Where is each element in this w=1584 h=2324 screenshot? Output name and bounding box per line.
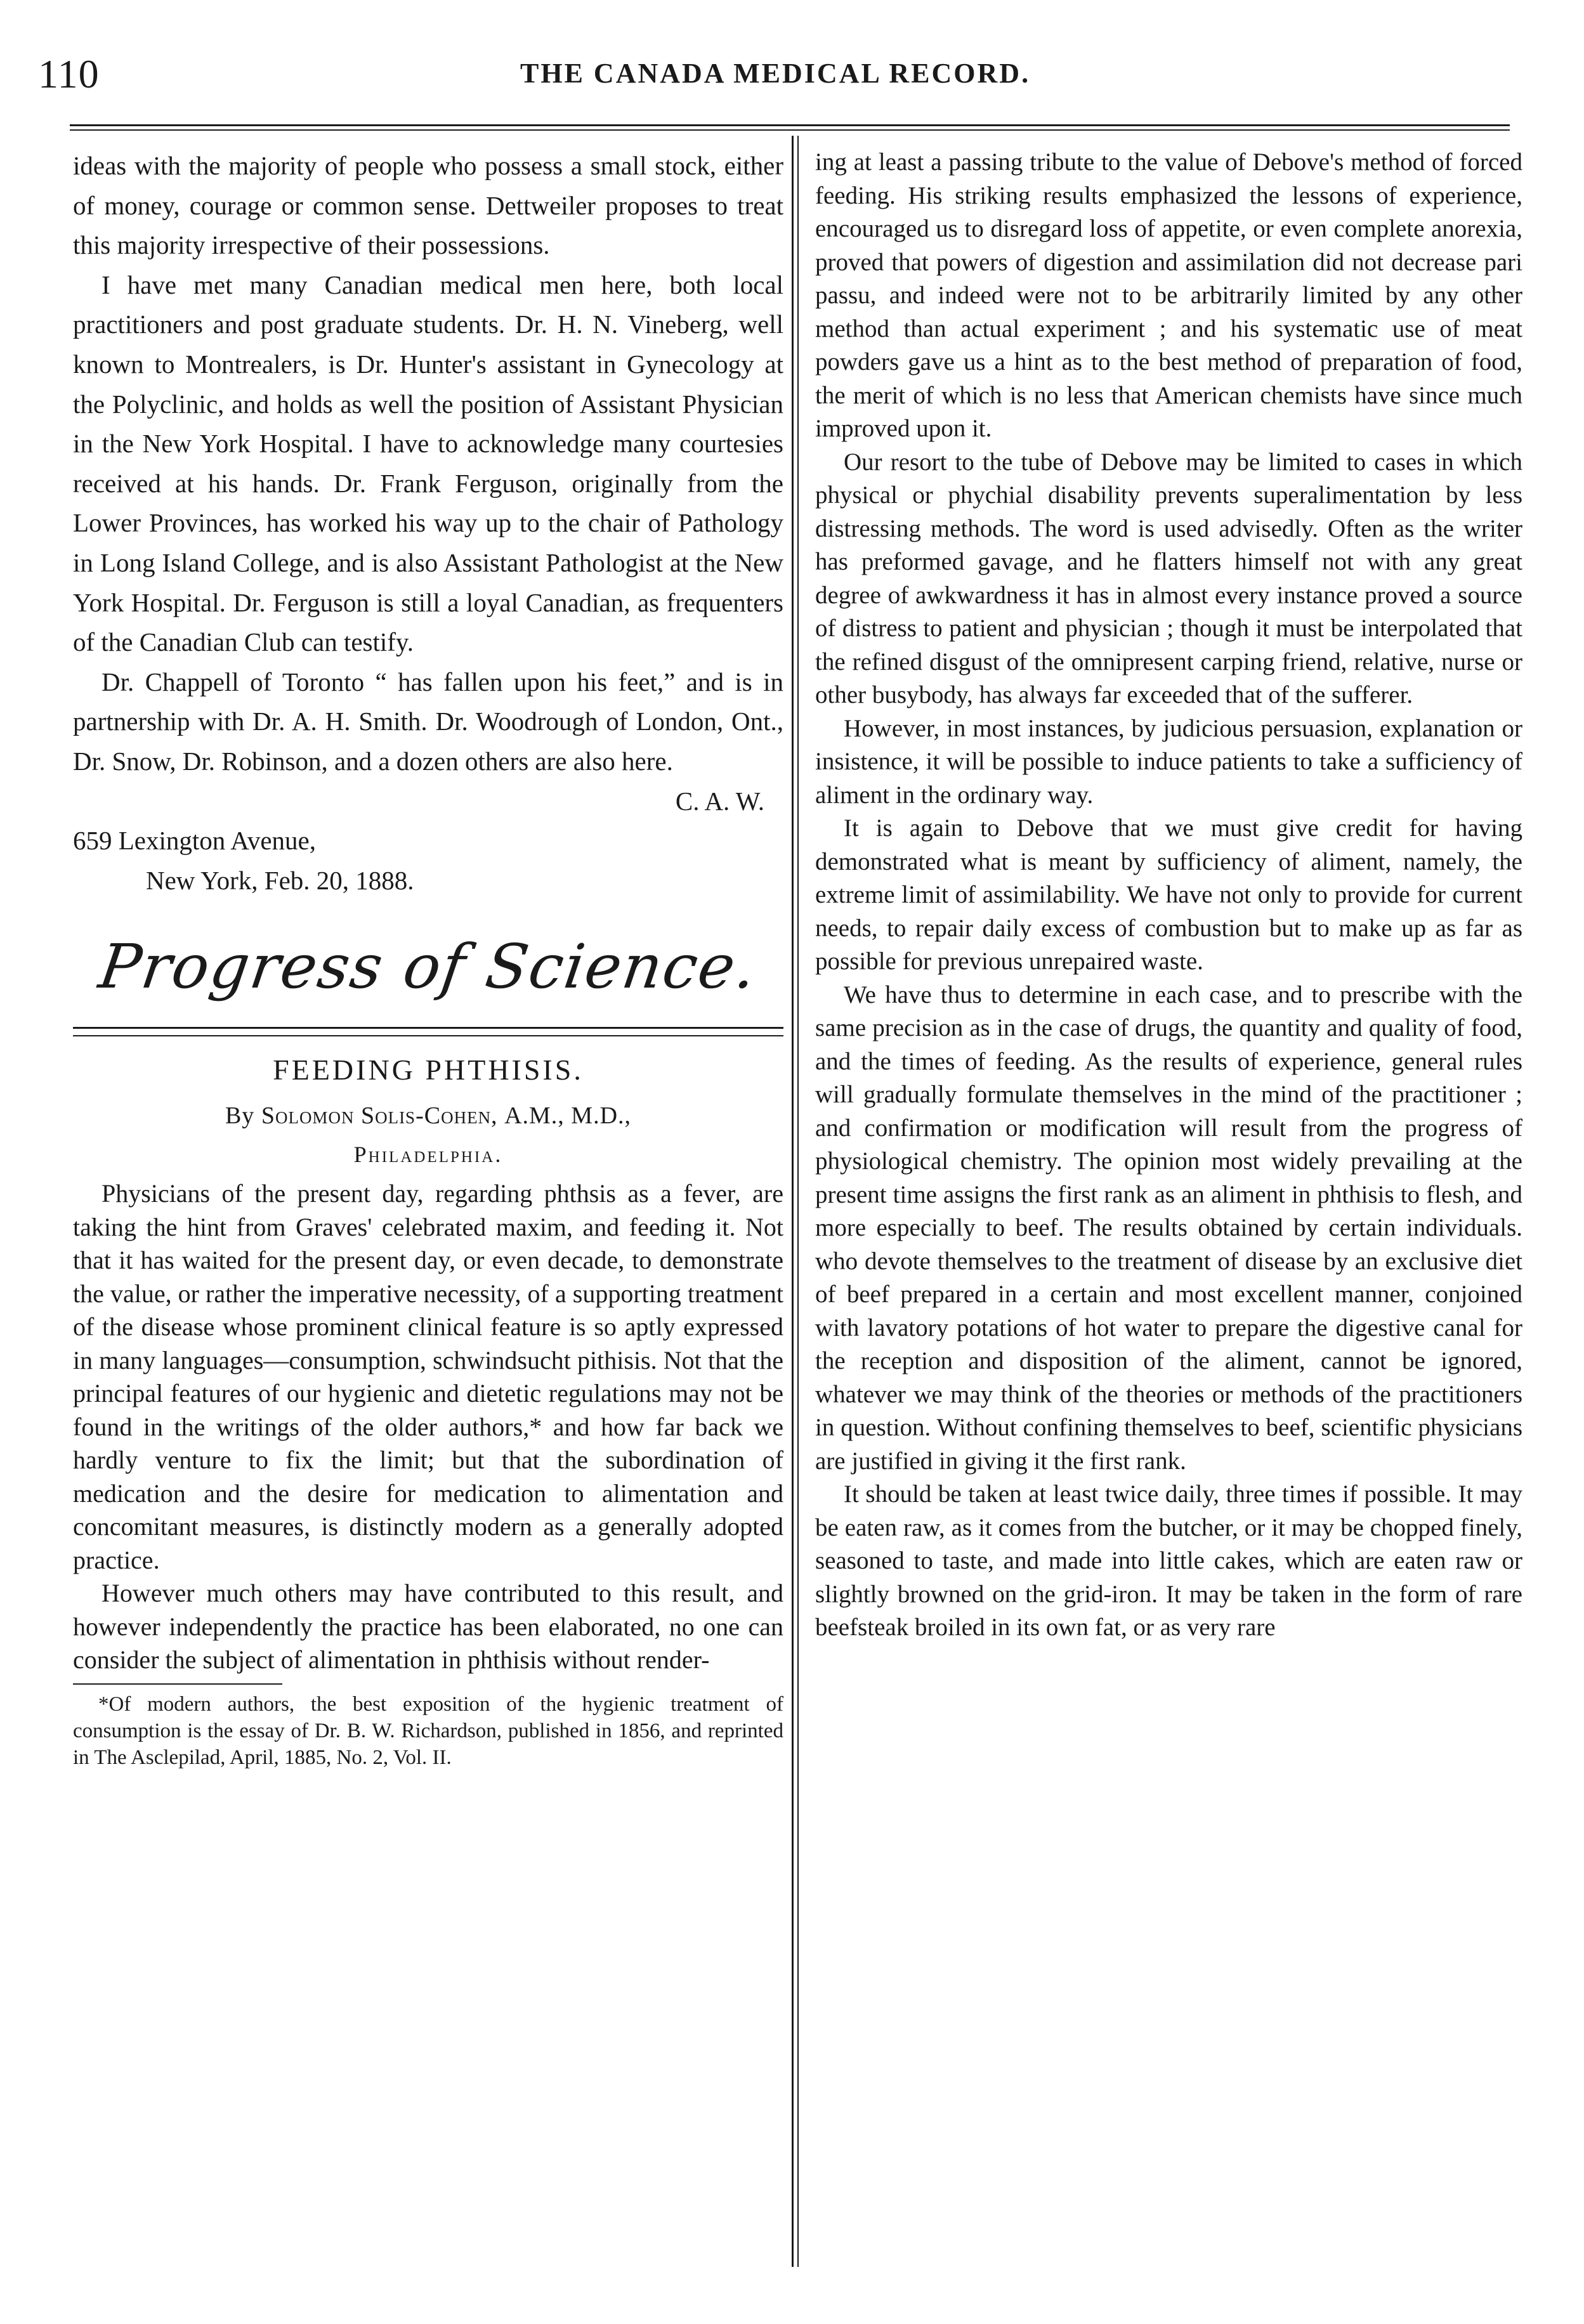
section-heading: Progress of Science. [95,931,762,1003]
letter-signature: C. A. W. [675,786,764,816]
letter-paragraph: ideas with the majority of people who possess a small stock, either of money, courage or common sense. Dettweiler proposes to treat this majority irrespective of their possessions. [73,151,783,260]
byline-prefix: By [225,1102,255,1130]
byline [73,1096,783,1135]
article-paragraph: Physicians of the present day, regarding phthsis as a fever, are taking the hint from Graves' celebrated maxim, and feeding it. Not that it has waited for the present day, or even decade, to demonstrate the value, or rather the imperative necessity, of a supporting treatment of the disease whose prominent clinical feature is so aptly expressed in many languages—consumption, schwindsucht pithisis. Not that the principal features of our hygienic and dietetic regulations may not be found in the writings of the older authors,* and how far back we hardly venture to fix the limit; but that the subordination of medication and the desire for medication to alimentation and concomitant measures, is distinctly modern as a generally adopted practice. [73,1179,783,1574]
address-line-1: 659 Lexington Avenue, [73,826,316,856]
article-title: FEEDING PHTHISIS. [273,1054,584,1087]
right-column [815,146,1522,1645]
article-paragraph: We have thus to determine in each case, and to prescribe with the same precision as in the case of drugs, the quantity and quality of food, and the times of feeding. As the results of experience, general rules will gradually formulate themselves in the mind of the practitioner ; and confirmation or modification will result from the progress of physiological chemistry. The opinion most widely prevailing at the present time assigns the first rank as an aliment in phthisis to flesh, and more especially to beef. The results obtained by certain individuals. who devote themselves to the treatment of disease by an exclusive diet of beef prepared in a certain and most excellent manner, conjoined with lavatory potations of hot water to prepare the digestive canal for the reception and disposition of the aliment, cannot be ignored, whatever we may think of the theories or methods of the practitioners in question. Without confining themselves to beef, scientific physicians are justified in giving it the first rank. [815,981,1522,1475]
article-paragraph: It should be taken at least twice daily, three times if possible. It may be eaten raw, as it comes from the butcher, or it may be chopped finely, seasoned to taste, and made into little cakes, which are eaten raw or slightly browned on the grid-iron. It may be taken in the form of rare beefsteak broiled in its own fat, or as very rare [815,1480,1522,1641]
header-rule-top [70,124,1510,126]
article-paragraph: However much others may have contributed to this result, and however independently the practice has been elaborated, no one can consider the subject of alimentation in phthisis without render- [73,1579,783,1674]
journal-title: THE CANADA MEDICAL RECORD. [520,58,1031,89]
page-number: 110 [38,51,100,96]
footnote: *Of modern authors, the best exposition of the hygienic treatment of consumption is the essay of Dr. B. W. Richardson, published in 1856, and reprinted in The Asclepilad, April, 1885, No. 2, Vol. II. [73,1692,783,1769]
article-paragraph: However, in most instances, by judicious persuasion, explanation or insistence, it will be possible to induce patients to take a sufficiency of aliment in the ordinary way. [815,714,1522,809]
left-column [73,146,783,1771]
footnote-rule [73,1683,282,1685]
letter-paragraph: I have met many Canadian medical men here, both local practitioners and post graduate students. Dr. H. N. Vineberg, well known to Montrealers, is Dr. Hunter's assistant in Gynecology at the Polyclinic, and holds as well the position of Assistant Physician in the New York Hospital. I have to acknowledge many courtesies received at his hands. Dr. Frank Ferguson, originally from the Lower Provinces, has worked his way up to the chair of Pathology in Long Island College, and is also Assistant Pathologist at the New York Hospital. Dr. Ferguson is still a loyal Canadian, as frequenters of the Canadian Club can testify. [73,270,783,657]
header-rule-bottom [70,129,1510,131]
article-paragraph: ing at least a passing tribute to the value of Debove's method of forced feeding. His striking results emphasized the lessons of experience, encouraged us to disregard loss of appetite, or even complete anorexia, proved that powers of digestion and assimilation did not decrease pari passu, and indeed were not to be arbitrarily limited by any other method than actual experiment ; and his systematic use of meat powders gave us a hint as to the best method of preparation of food, the merit of which is no less that American chemists have since much improved upon it. [815,148,1522,442]
page-header [38,51,1548,108]
letter-address [73,821,783,900]
byline-degrees: A.M., M.D., [504,1102,632,1130]
letter-paragraph: Dr. Chappell of Toronto “ has fallen upon his feet,” and is in partnership with Dr. A. H. Smith. Dr. Woodrough of London, Ont., Dr. Snow, Dr. Robinson, and a dozen others are also here. [73,667,783,776]
address-line-2: New York, Feb. 20, 1888. [146,865,414,895]
byline-author: Solomon Solis-Cohen, [261,1102,498,1130]
column-divider [792,136,794,2267]
column-divider-inner [797,136,799,2267]
section-rule [73,1027,783,1036]
article-paragraph: Our resort to the tube of Debove may be limited to cases in which physical or phychial disability prevents superalimentation by less distressing methods. The word is used advisedly. Often as the writer has preformed gavage, and he flatters himself not with any great degree of awkwardness it has in almost every instance proved a source of distress to patient and physician ; though it must be interpolated that the refined disgust of the omnipresent carping friend, relative, nurse or other busybody, has always far exceeded that of the sufferer. [815,448,1522,708]
article-paragraph: It is again to Debove that we must give credit for having demonstrated what is meant by sufficiency of aliment, namely, the extreme limit of assimilability. We have not only to provide for current needs, to repair daily excess of combustion but to make up as far as possible for previous unrepaired waste. [815,814,1522,975]
byline-place: Philadelphia. [353,1142,503,1168]
